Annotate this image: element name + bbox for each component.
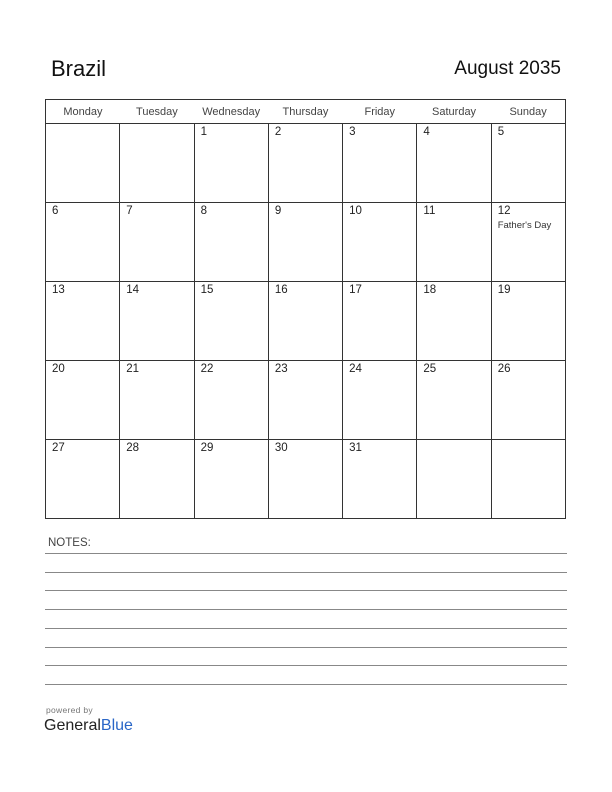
holiday-label: Father's Day bbox=[497, 220, 552, 231]
calendar-day-cell bbox=[194, 361, 268, 440]
day-number: 8 bbox=[200, 205, 207, 217]
note-line bbox=[45, 628, 567, 629]
calendar-day-cell bbox=[343, 124, 417, 203]
calendar-day-cell bbox=[268, 282, 342, 361]
calendar-day-cell bbox=[491, 124, 565, 203]
day-number: 28 bbox=[126, 442, 140, 454]
note-line bbox=[45, 609, 567, 610]
calendar-day-cell bbox=[491, 203, 565, 282]
note-line bbox=[45, 553, 567, 554]
calendar-day-cell bbox=[268, 124, 342, 203]
day-number: 25 bbox=[423, 363, 437, 375]
day-number: 30 bbox=[274, 442, 288, 454]
month-year-title: August 2035 bbox=[454, 58, 561, 79]
calendar-day-cell bbox=[343, 203, 417, 282]
note-line bbox=[45, 590, 567, 591]
calendar-day-cell bbox=[46, 361, 120, 440]
day-number: 3 bbox=[349, 126, 356, 138]
calendar-day-cell bbox=[194, 440, 268, 519]
day-number: 5 bbox=[497, 126, 505, 138]
calendar-week-row bbox=[46, 124, 566, 203]
day-number: 21 bbox=[126, 363, 140, 375]
calendar-day-cell bbox=[46, 203, 120, 282]
weekday-label: Monday bbox=[46, 100, 120, 124]
calendar-week-row bbox=[46, 361, 566, 440]
calendar-day-cell bbox=[194, 282, 268, 361]
calendar-day-cell bbox=[120, 361, 194, 440]
weekday-label: Saturday bbox=[417, 100, 491, 124]
note-line bbox=[45, 572, 567, 573]
brand-name-blue: Blue bbox=[100, 717, 133, 734]
calendar-day-cell bbox=[46, 440, 120, 519]
calendar-week-row bbox=[46, 440, 566, 519]
day-number: 17 bbox=[349, 284, 362, 296]
calendar-day-cell bbox=[417, 203, 491, 282]
day-number: 13 bbox=[52, 284, 65, 296]
day-number: 27 bbox=[52, 442, 65, 454]
note-line bbox=[45, 647, 567, 648]
weekday-label: Friday bbox=[343, 100, 417, 124]
day-number: 20 bbox=[52, 363, 65, 375]
calendar-grid bbox=[45, 99, 566, 519]
calendar-day-cell bbox=[343, 361, 417, 440]
calendar-day-cell bbox=[46, 282, 120, 361]
day-number: 12 bbox=[497, 205, 511, 217]
brand-logo[interactable] bbox=[44, 717, 133, 735]
calendar-day-cell bbox=[343, 282, 417, 361]
calendar-empty-cell bbox=[417, 440, 491, 519]
calendar-day-cell bbox=[491, 282, 565, 361]
powered-by-text: powered by bbox=[46, 705, 93, 715]
note-line bbox=[45, 665, 567, 666]
day-number: 29 bbox=[200, 442, 214, 454]
day-number: 7 bbox=[126, 205, 133, 217]
calendar-week-row bbox=[46, 282, 566, 361]
calendar-body bbox=[46, 124, 566, 519]
day-number: 2 bbox=[274, 126, 282, 138]
day-number: 10 bbox=[349, 205, 362, 217]
weekday-label: Wednesday bbox=[194, 100, 268, 124]
day-number: 1 bbox=[200, 126, 207, 138]
weekday-header-row bbox=[46, 100, 566, 124]
day-number: 22 bbox=[200, 363, 214, 375]
calendar-day-cell bbox=[417, 361, 491, 440]
country-title: Brazil bbox=[51, 56, 107, 81]
day-number: 4 bbox=[423, 126, 430, 138]
day-number: 11 bbox=[423, 205, 436, 217]
calendar-empty-cell bbox=[120, 124, 194, 203]
calendar-day-cell bbox=[194, 124, 268, 203]
day-number: 18 bbox=[423, 284, 437, 296]
day-number: 24 bbox=[349, 363, 362, 375]
calendar-week-row bbox=[46, 203, 566, 282]
day-number: 14 bbox=[126, 284, 140, 296]
calendar-day-cell bbox=[491, 361, 565, 440]
note-line bbox=[45, 684, 567, 685]
calendar-empty-cell bbox=[46, 124, 120, 203]
brand-name-general: General bbox=[44, 717, 101, 734]
calendar-day-cell bbox=[343, 440, 417, 519]
day-number: 26 bbox=[497, 363, 511, 375]
calendar-day-cell bbox=[417, 282, 491, 361]
calendar-day-cell bbox=[194, 203, 268, 282]
day-number: 31 bbox=[349, 442, 362, 454]
notes-label: NOTES: bbox=[48, 537, 91, 549]
calendar-day-cell bbox=[268, 203, 342, 282]
day-number: 23 bbox=[274, 363, 288, 375]
calendar-day-cell bbox=[268, 440, 342, 519]
calendar-day-cell bbox=[120, 440, 194, 519]
weekday-label: Thursday bbox=[268, 100, 342, 124]
calendar-empty-cell bbox=[491, 440, 565, 519]
calendar-day-cell bbox=[120, 203, 194, 282]
day-number: 19 bbox=[497, 284, 511, 296]
weekday-label: Tuesday bbox=[120, 100, 194, 124]
calendar-day-cell bbox=[417, 124, 491, 203]
calendar-day-cell bbox=[120, 282, 194, 361]
day-number: 9 bbox=[274, 205, 282, 217]
calendar-day-cell bbox=[268, 361, 342, 440]
weekday-label: Sunday bbox=[491, 100, 565, 124]
day-number: 16 bbox=[274, 284, 288, 296]
day-number: 15 bbox=[200, 284, 214, 296]
day-number: 6 bbox=[52, 205, 59, 217]
